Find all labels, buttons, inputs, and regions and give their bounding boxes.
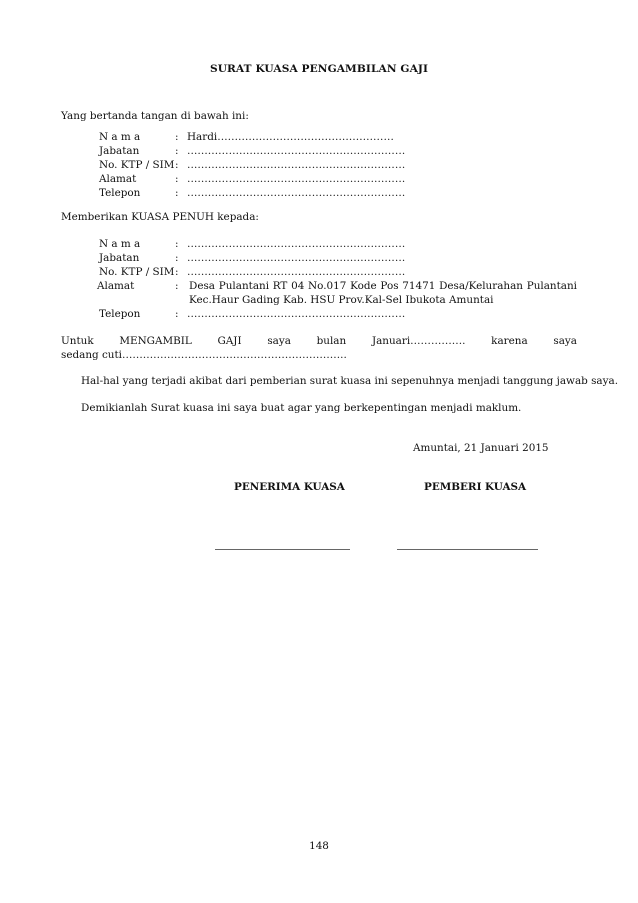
field-colon: :: [175, 280, 179, 292]
address-word: 71471: [402, 280, 436, 292]
purpose-word: Januari…………….: [371, 335, 466, 347]
field-label: No. KTP / SIM: [99, 159, 175, 171]
purpose-word: bulan: [316, 335, 347, 347]
field-value: ………………………………………………………: [187, 173, 406, 185]
field-label: Telepon: [99, 187, 141, 199]
purpose-word: GAJI: [217, 335, 242, 347]
field-label: Alamat: [97, 280, 135, 292]
purpose-line-2: sedang cuti………………………………………………………..: [61, 349, 347, 361]
field-value: ………………………………………………………: [187, 187, 406, 199]
purpose-line-1: [61, 335, 577, 347]
receiver-signature-line: [215, 549, 350, 550]
field-colon: :: [175, 131, 179, 143]
field-value: ………………………………………………………: [187, 252, 406, 264]
address-word: Kode: [350, 280, 377, 292]
address-line-2: Kec.Haur Gading Kab. HSU Prov.Kal-Sel Ibukota Amuntai: [189, 294, 494, 306]
field-label: Jabatan: [99, 252, 140, 264]
giver-signature-line: [397, 549, 538, 550]
field-label: N a m a: [99, 238, 141, 250]
field-colon: :: [175, 238, 179, 250]
field-label: Jabatan: [99, 145, 140, 157]
field-colon: :: [175, 173, 179, 185]
address-word: No.017: [308, 280, 347, 292]
field-label: N a m a: [99, 131, 141, 143]
address-line-1: [189, 280, 577, 292]
place-date: Amuntai, 21 Januari 2015: [413, 442, 549, 454]
address-word: Pulantani: [526, 280, 577, 292]
field-value: ………………………………………………………: [187, 238, 406, 250]
address-word: Desa: [189, 280, 216, 292]
field-colon: :: [175, 187, 179, 199]
document-title: SURAT KUASA PENGAMBILAN GAJI: [209, 63, 429, 75]
field-colon: :: [175, 308, 179, 320]
purpose-word: saya: [553, 335, 577, 347]
purpose-word: MENGAMBIL: [119, 335, 192, 347]
field-value: Hardi……………………………………………: [187, 131, 394, 143]
field-value: ………………………………………………………: [187, 145, 406, 157]
address-word: RT: [272, 280, 288, 292]
field-colon: :: [175, 252, 179, 264]
field-label: Alamat: [99, 173, 137, 185]
receiver-signature-label: PENERIMA KUASA: [234, 481, 345, 493]
address-word: 04: [291, 280, 305, 292]
field-label: Telepon: [99, 308, 141, 320]
field-value: ………………………………………………………: [187, 308, 406, 320]
field-value: ………………………………………………………: [187, 159, 406, 171]
field-colon: :: [175, 159, 179, 171]
purpose-word: saya: [267, 335, 291, 347]
page-number: 148: [309, 840, 329, 852]
paragraph-closing: Demikianlah Surat kuasa ini saya buat agar yang berkepentingan menjadi maklum.: [81, 402, 522, 414]
giver-signature-label: PEMBERI KUASA: [424, 481, 527, 493]
address-word: Desa/Kelurahan: [439, 280, 523, 292]
address-word: Pulantani: [218, 280, 270, 292]
authorization-heading: Memberikan KUASA PENUH kepada:: [61, 211, 259, 223]
field-label: No. KTP / SIM: [99, 266, 175, 278]
field-colon: :: [175, 266, 179, 278]
field-value: ………………………………………………………: [187, 266, 406, 278]
paragraph-responsibility: Hal-hal yang terjadi akibat dari pemberian surat kuasa ini sepenuhnya menjadi tanggung jawab saya.: [81, 375, 618, 387]
purpose-word: karena: [491, 335, 528, 347]
purpose-word: Untuk: [61, 335, 94, 347]
address-word: Pos: [380, 280, 399, 292]
field-colon: :: [175, 145, 179, 157]
intro-text: Yang bertanda tangan di bawah ini:: [61, 110, 249, 122]
